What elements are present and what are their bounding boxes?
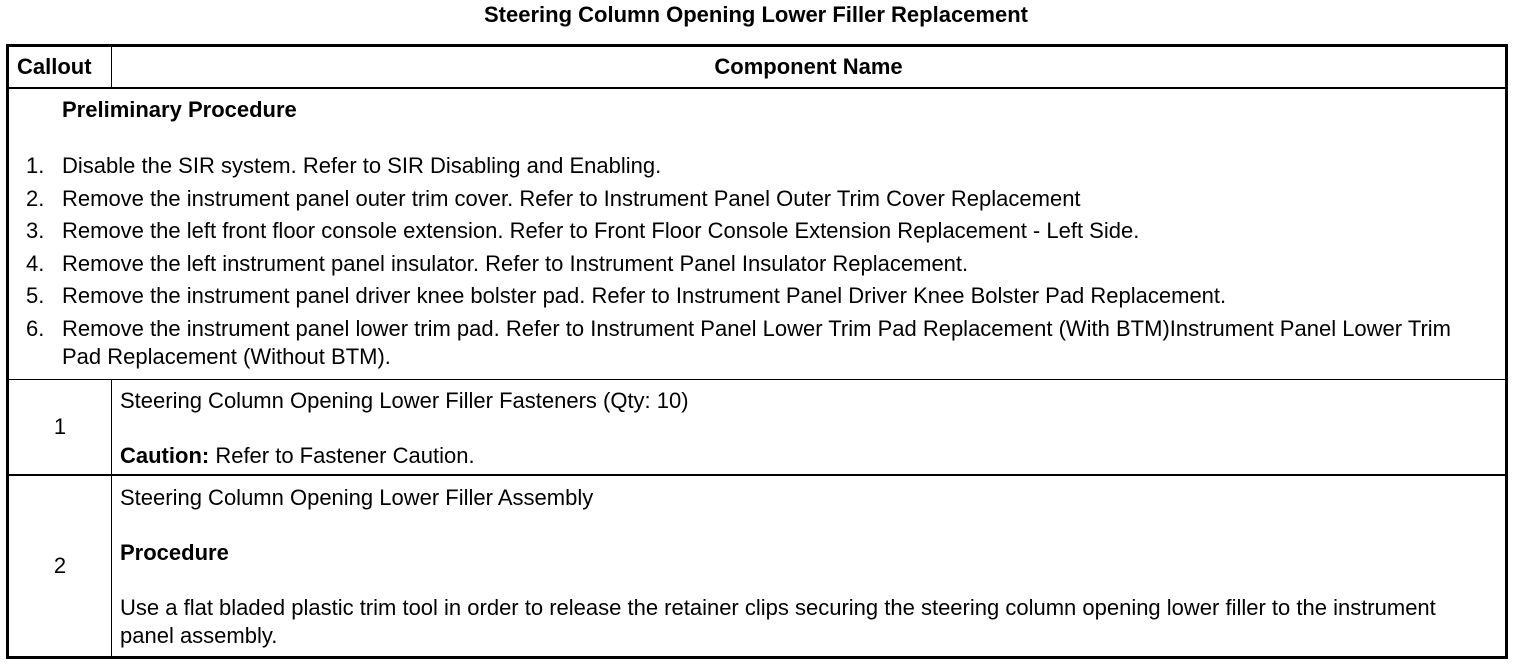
list-item bbox=[9, 282, 1505, 310]
caution-label: Caution: bbox=[120, 443, 210, 468]
component-header-cell bbox=[112, 47, 1505, 87]
list-item bbox=[9, 315, 1505, 371]
step-text: Remove the instrument panel outer trim cover. Refer to Instrument Panel Outer Trim Cover Replacement bbox=[62, 185, 1081, 211]
step-number: 1. bbox=[26, 153, 45, 178]
callout-number: 2 bbox=[53, 553, 67, 578]
component-name: Steering Column Opening Lower Filler Assembly bbox=[120, 485, 594, 510]
step-text: Disable the SIR system. Refer to SIR Disabling and Enabling. bbox=[62, 153, 662, 178]
callout-number: 1 bbox=[53, 414, 67, 439]
step-number: 4. bbox=[26, 250, 45, 276]
list-item bbox=[9, 217, 1505, 245]
caution-text: Refer to Fastener Caution. bbox=[209, 443, 475, 468]
step-number: 3. bbox=[26, 218, 45, 243]
list-item bbox=[9, 152, 1505, 180]
caution-note bbox=[120, 442, 1495, 470]
list-item bbox=[9, 185, 1505, 213]
step-text: Remove the instrument panel lower trim pad. Refer to Instrument Panel Lower Trim Pad Replacement (With BTM)Instrument Panel Lower Trim Pad Replacement (Without BTM). bbox=[62, 315, 1451, 369]
component-name: Steering Column Opening Lower Filler Fasteners (Qty: 10) bbox=[120, 388, 689, 413]
table-row bbox=[9, 380, 1505, 476]
table-row bbox=[9, 476, 1505, 656]
preliminary-procedure-row bbox=[9, 89, 1505, 380]
preliminary-steps-list bbox=[9, 152, 1505, 375]
component-cell bbox=[112, 476, 1505, 656]
step-text: Remove the left front floor console extension. Refer to Front Floor Console Extension Replacement - Left Side. bbox=[62, 218, 1140, 243]
step-text: Remove the left instrument panel insulator. Refer to Instrument Panel Insulator Replacement. bbox=[62, 250, 969, 276]
callout-cell bbox=[9, 380, 112, 474]
preliminary-procedure-heading: Preliminary Procedure bbox=[62, 97, 297, 122]
component-table bbox=[6, 44, 1508, 659]
page-title: Steering Column Opening Lower Filler Replacement bbox=[484, 2, 1028, 27]
table-header-row bbox=[9, 47, 1505, 89]
list-item bbox=[9, 250, 1505, 278]
step-text: Remove the instrument panel driver knee bolster pad. Refer to Instrument Panel Driver Knee Bolster Pad Replacement. bbox=[62, 283, 1227, 308]
component-name-header: Component Name bbox=[714, 54, 903, 79]
component-cell bbox=[112, 380, 1505, 474]
callout-cell bbox=[9, 476, 112, 656]
procedure-text: Use a flat bladed plastic trim tool in order to release the retainer clips securing the steering column opening lower filler to the instrument panel assembly. bbox=[120, 595, 1436, 648]
step-number: 5. bbox=[26, 283, 45, 308]
callout-header: Callout bbox=[17, 54, 92, 79]
step-number: 2. bbox=[26, 185, 45, 211]
callout-header-cell bbox=[9, 47, 112, 87]
procedure-heading: Procedure bbox=[120, 540, 229, 565]
step-number: 6. bbox=[26, 315, 45, 341]
